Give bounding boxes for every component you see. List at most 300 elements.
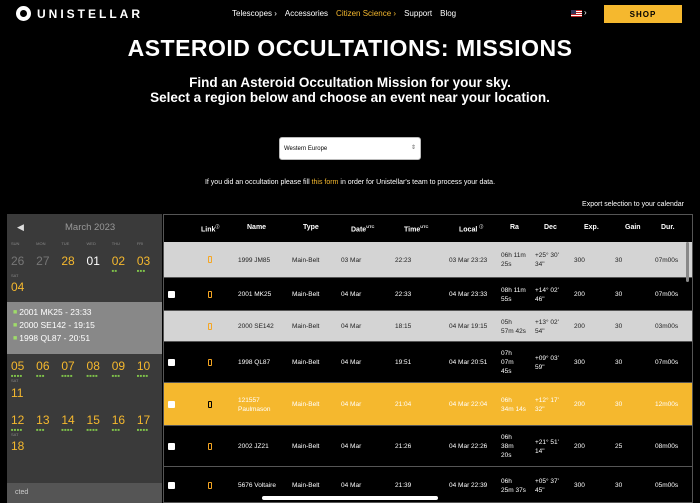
cell-line: +12° 17' [535,396,559,404]
calendar-day[interactable] [11,413,36,432]
day-event[interactable] [13,319,162,332]
calendar-day[interactable] [61,413,86,432]
cell-line: 04 Mar 22:04 [449,401,488,408]
cell-dur [655,481,678,490]
note-text-2: in order for Unistellar's team to process your data. [338,179,496,186]
cell-time [395,400,411,409]
info-icon[interactable]: ⓘ [215,224,220,229]
cell-line: 25 [615,443,623,450]
cell-line: 03 Mar 23:23 [449,256,488,264]
subtitle-line-2: Select a region below and choose an event near your location. [150,90,550,105]
us-flag-icon[interactable] [571,10,582,17]
calendar-day[interactable] [136,359,162,378]
event-dots: ■■■ [36,427,45,432]
calendar-day[interactable]: 28 [61,254,75,268]
occultation-note [0,179,700,186]
cell-gain [615,290,622,299]
header-link-label: Link [201,226,216,234]
cell-line: 45" [535,486,545,494]
cell-local [449,256,487,265]
cell-line: 32" [535,405,545,413]
cell-ra [501,318,526,336]
cell-line: 300 [574,359,585,366]
header-local-label: Local [459,226,478,234]
cell-dur [655,290,678,299]
cell-date [341,256,361,265]
cell-gain [615,442,622,451]
cell-line: 04 Mar 22:26 [449,443,488,450]
cell-line: 200 [574,291,585,298]
cell-line: Main-Belt [292,291,320,298]
top-nav [0,0,700,28]
cell-line: 04 Mar 23:33 [449,291,488,298]
page-subtitle [0,75,700,105]
calendar-day[interactable]: 27 [36,254,50,268]
cell-gain [615,322,622,331]
language-chevron-icon[interactable]: › [584,8,587,17]
cell-line: 08h 11m [501,286,526,294]
cell-local [449,400,487,409]
menu-telescopes[interactable]: Telescopes › [232,9,277,18]
calendar-day[interactable] [36,359,61,378]
cell-line: 06h [501,396,512,404]
cell-exp [574,322,585,331]
day-number: 08 [86,359,100,373]
cell-line: 04 Mar [341,323,362,330]
cell-date [341,290,361,299]
cell-line: 20s [501,452,512,459]
page-title: ASTEROID OCCULTATIONS: MISSIONS [127,35,573,61]
utc-label: UTC [420,224,429,229]
cell-line: 1998 QL87 [238,359,271,366]
logo-icon [16,6,31,21]
row-checkbox[interactable] [168,359,175,366]
cell-line: 300 [574,482,585,489]
day-event[interactable] [13,306,162,319]
calendar-day[interactable]: 01 [86,254,100,268]
dow-label: SUN [11,241,20,246]
cell-exp [574,481,585,490]
phone-link-icon[interactable] [208,443,212,450]
dow-label: MON [36,241,46,246]
day-number: 13 [36,413,50,427]
cell-line: 21:26 [395,443,412,450]
cell-date [341,442,361,451]
header-date-label: Date [351,226,367,234]
header-link [201,224,219,233]
cell-ra [501,477,526,495]
table-scrollbar[interactable] [686,242,689,282]
cell-line: 121557 [238,396,260,404]
row-checkbox[interactable] [168,482,175,489]
day-number: 02 [111,254,126,268]
cell-dur [655,442,678,451]
selected-label: cted [7,483,162,503]
cell-line: +21° 51' [535,438,559,446]
cell-line: 46" [535,295,545,303]
event-dots: ■■■ [136,268,146,273]
cell-dec [535,286,559,304]
cell-line: 2002 JZ21 [238,443,269,450]
cell-name [238,358,270,367]
phone-link-icon[interactable] [208,359,212,366]
header-exp[interactable]: Exp. [584,224,599,231]
cell-line: 04 Mar [341,482,362,489]
calendar-week-1 [7,249,162,273]
cell-line: 07m [501,359,514,366]
cell-line: 05m00s [655,482,679,489]
cell-exp [574,256,585,265]
header-type[interactable]: Type [303,224,319,231]
header-name[interactable]: Name [247,224,267,231]
cell-name [238,481,276,490]
day-number: 12 [11,413,25,427]
cell-line: Paulmason [238,405,271,413]
cell-ra [501,433,514,460]
day-number: 03 [136,254,151,268]
cell-line: 30 [615,482,623,489]
cell-line: Main-Belt [292,323,320,330]
event-dots: ■■■■ [11,373,23,378]
cell-line: 04 Mar [341,291,362,298]
cell-line: 57m 42s [501,327,526,335]
cell-line: +25° 30' [535,252,559,259]
note-text-1: If you did an occultation please fill [204,179,312,186]
header-ra[interactable]: Ra [510,224,519,231]
cell-local [449,290,487,299]
cell-line: 200 [574,443,585,450]
cell-line: 25m 37s [501,486,526,494]
cell-line: Main-Belt [292,359,320,366]
cell-line: 03m00s [655,323,679,330]
event-dot-icon: ■ [13,309,18,316]
calendar-month: March 2023 [65,222,116,233]
cell-line: 04 Mar [341,359,362,366]
cell-line: 04 Mar [341,443,362,450]
day-number: 07 [61,359,75,373]
day-number: 15 [86,413,100,427]
cell-line: 07h [501,350,512,357]
header-dur[interactable]: Dur. [661,224,675,231]
cell-gain [615,400,622,409]
cell-line: 300 [574,256,585,264]
cell-name [238,256,270,265]
event-dots: ■■■ [111,373,121,378]
calendar-day[interactable] [111,413,137,432]
cell-type [292,442,319,451]
row-checkbox[interactable] [168,291,175,298]
cell-date [341,322,361,331]
cell-dec [535,396,559,414]
menu-accessories[interactable]: Accessories [284,9,329,18]
event-dots: ■■■■ [11,427,23,432]
cell-line: 04 Mar 22:39 [449,482,488,489]
header-dec[interactable]: Dec [544,224,557,231]
cell-line: 34m 14s [501,405,526,413]
table-row[interactable] [164,342,693,383]
calendar-week-2-sat [7,385,162,401]
form-link[interactable]: this form [311,179,339,186]
cell-exp [574,290,585,299]
cell-line: 59" [535,363,545,371]
cell-local [449,442,487,451]
cell-type [292,358,319,367]
subtitle-line-1: Find an Asteroid Occultation Mission for your sky. [189,75,511,90]
calendar-week-3 [7,408,162,432]
region-select-value: Western Europe [284,145,328,152]
cell-date [341,400,361,409]
calendar-day[interactable]: 26 [11,254,25,268]
cell-line: 34" [535,261,545,268]
calendar-day[interactable] [36,413,61,432]
weekday-labels [7,241,162,249]
dow-label: WED [86,241,96,246]
calendar-week-3-sat [7,439,162,453]
cell-line: 54" [535,327,545,335]
cell-line: 2001 MK25 [238,291,272,298]
cell-local [449,322,487,331]
cell-line: 08m00s [655,443,679,450]
calendar-day[interactable] [61,359,86,378]
cell-line: 30 [615,323,623,330]
cell-line: Main-Belt [292,401,320,408]
cell-gain [615,256,622,265]
calendar-day[interactable] [136,254,162,273]
menu-support[interactable]: Support [404,9,433,18]
cell-exp [574,400,585,409]
cell-type [292,256,319,265]
cell-ra [501,396,526,414]
cell-line: 5676 Voltaire [238,482,276,489]
cell-type [292,290,319,299]
home-indicator [262,496,438,500]
sat-label: SAT [11,378,19,383]
cell-line: 07m00s [655,359,679,366]
phone-link-icon[interactable] [208,291,212,298]
main-menu [232,9,456,18]
day-number: 09 [111,359,126,373]
cell-time [395,358,411,367]
phone-link-icon[interactable] [208,401,212,408]
event-dots: ■■ [111,268,118,273]
cell-exp [574,358,585,367]
cell-line: +13° 02' [535,318,559,326]
calendar-day[interactable] [136,413,162,432]
cell-exp [574,442,585,451]
cell-dur [655,322,678,331]
event-label: 1998 QL87 - 20:51 [19,333,91,343]
cell-line: 38m [501,443,514,450]
cell-line: 03 Mar [341,256,362,264]
cell-line: 04 Mar 20:51 [449,359,488,366]
calendar-day[interactable] [111,359,137,378]
cell-name [238,290,271,299]
table-row[interactable] [164,278,693,311]
cell-name [238,396,271,414]
cell-date [341,358,361,367]
cell-line: 06h [501,434,512,441]
day-number: 10 [136,359,151,373]
cell-line: +05° 37' [535,477,559,485]
phone-link-icon[interactable] [208,256,212,263]
calendar-day[interactable] [11,359,36,378]
day-number: 16 [111,413,126,427]
cell-line: 45s [501,368,512,375]
sun-label [7,401,162,408]
phone-link-icon[interactable] [208,323,212,330]
event-dots: ■■■■ [61,373,74,378]
header-date[interactable] [351,224,374,233]
cell-dur [655,358,678,367]
cell-line: 30 [615,359,623,366]
missions-table [163,214,693,503]
export-calendar-link[interactable]: Export selection to your calendar [582,201,684,208]
day-number: 14 [61,413,75,427]
cell-line: 22:33 [395,291,412,298]
event-dots: ■■■■ [86,373,99,378]
header-local[interactable] [459,224,483,233]
calendar-day[interactable] [86,413,112,432]
cell-line: 55s [501,295,512,303]
cell-line: 22:23 [395,256,412,264]
cell-line: Main-Belt [292,443,320,450]
cell-local [449,481,487,490]
cell-line: Main-Belt [292,482,320,489]
cell-time [395,290,411,299]
calendar-day[interactable]: 11 [11,386,24,400]
event-dot-icon: ■ [13,322,18,329]
calendar-day[interactable]: 04 [11,280,25,294]
calendar-day[interactable] [111,254,137,273]
cell-time [395,256,411,265]
day-number: 17 [136,413,151,427]
cell-ra [501,251,526,269]
logo[interactable] [16,6,143,21]
event-dots: ■■■ [111,427,121,432]
cell-ra [501,349,514,376]
calendar-week-2 [7,354,162,378]
menu-blog[interactable]: Blog [440,9,457,18]
event-dots: ■■■■ [61,427,74,432]
calendar-week-1-sat [7,280,162,294]
shop-button[interactable]: SHOP [604,5,682,23]
table-row[interactable] [164,242,693,278]
cell-line: 2000 SE142 [238,323,274,330]
cell-time [395,442,411,451]
day-events-list [7,302,162,354]
event-dots: ■■■ [36,373,45,378]
logo-text: UNISTELLAR [37,6,143,21]
day-number: 06 [36,359,50,373]
table-row[interactable] [164,426,693,467]
cell-line: 07m00s [655,291,679,298]
cell-time [395,322,411,331]
cell-line: +09° 03' [535,354,559,362]
table-row[interactable] [164,383,693,426]
cell-dec [535,318,559,336]
info-icon[interactable]: ⓘ [479,224,484,229]
table-row[interactable] [164,311,693,342]
cell-line: +14° 02' [535,286,559,294]
day-event[interactable] [13,332,162,345]
table-header [164,215,693,242]
event-dots: ■■■■ [136,373,149,378]
cell-dur [655,256,678,265]
cell-line: 21:04 [395,401,412,408]
cell-dec [535,477,559,495]
cell-line: 200 [574,401,585,408]
cell-gain [615,358,622,367]
cell-line: 25s [501,261,512,268]
day-number: 05 [11,359,25,373]
row-checkbox[interactable] [168,443,175,450]
cell-line: 04 Mar [341,401,362,408]
calendar-day[interactable] [86,359,112,378]
select-arrows-icon: ⇕ [410,145,416,151]
cell-ra [501,286,526,304]
cell-line: 1999 JM85 [238,256,271,264]
cell-line: 06h 11m [501,252,526,259]
dow-label: TUE [61,241,70,246]
cell-dec [535,251,559,269]
cell-line: 06h [501,477,512,485]
cell-local [449,358,487,367]
cell-line: 04 Mar 19:15 [449,323,488,330]
cell-line: 05h [501,318,512,326]
event-label: 2001 MK25 - 23:33 [19,307,92,317]
cell-type [292,322,319,331]
cell-line: 30 [615,401,623,408]
region-select[interactable] [279,137,421,160]
cell-line: 18:15 [395,323,412,330]
row-checkbox[interactable] [168,401,175,408]
header-gain[interactable]: Gain [625,224,641,231]
prev-month-icon[interactable]: ◀ [17,222,24,232]
cell-line: 30 [615,291,623,298]
cell-type [292,481,319,490]
event-dots: ■■■■ [136,427,149,432]
phone-link-icon[interactable] [208,482,212,489]
calendar-day[interactable]: 18 [11,439,25,453]
event-label: 2000 SE142 - 19:15 [19,320,95,330]
cell-name [238,442,269,451]
header-time[interactable] [404,224,428,233]
cell-line: 07m00s [655,256,679,264]
cell-dur [655,400,678,409]
cell-line: 14" [535,447,545,455]
cell-line: 12m00s [655,401,679,408]
menu-citizen-science[interactable]: Citizen Science › [336,9,397,18]
cell-time [395,481,411,490]
cell-dec [535,354,559,372]
dow-label: THU [111,241,120,246]
cell-dec [535,438,559,456]
cell-line: 30 [615,256,623,264]
sat-label: SAT [11,432,19,437]
cell-line: 19:51 [395,359,412,366]
cell-name [238,322,274,331]
cell-line: 21:39 [395,482,412,489]
cell-line: 200 [574,323,585,330]
calendar-header [7,214,162,241]
event-dot-icon: ■ [13,335,18,342]
cell-type [292,400,319,409]
header-time-label: Time [404,226,421,234]
sat-label: SAT [11,273,19,278]
cell-line: Main-Belt [292,256,320,264]
event-dots: ■■■■ [86,427,99,432]
cell-gain [615,481,622,490]
